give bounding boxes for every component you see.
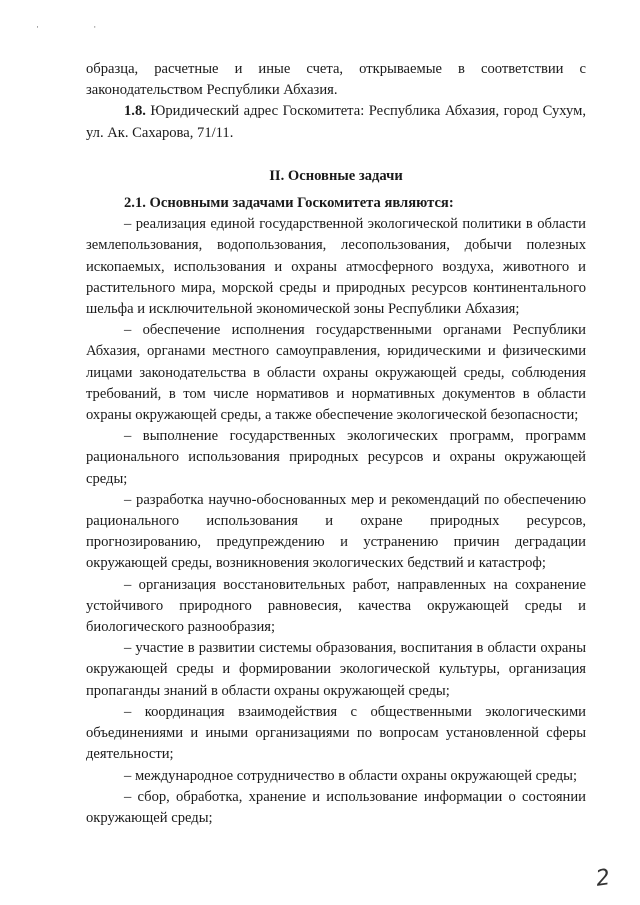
task-item: – выполнение государственных экологических программ, программ рационального использования природных ресурсов и охраны окружающей среды; [86, 428, 586, 487]
clause-1-8-text: Юридический адрес Госкомитета: Республика Абхазия, город Сухум, ул. Ак. Сахарова, 71/11. [86, 103, 586, 141]
task-item: – обеспечение исполнения государственными органами Республики Абхазия, органами местного самоуправления, юридическими и физическими лицами законодательства в области охраны окружающей среды, соблюдения требований, в том числе нормативов и нормативных документов в области охраны окружающей среды, а также обеспечение экологической безопасности; [86, 322, 586, 424]
document-body [86, 59, 586, 829]
task-item: – международное сотрудничество в области охраны окружающей среды; [124, 767, 578, 784]
task-item: – разработка научно-обоснованных мер и рекомендаций по обеспечению рационального использования и охране природных ресурсов, прогнозированию, предупреждению и устранению причин деградации окружающей среды, возникновения экологических бедствий и катастроф; [86, 491, 586, 572]
task-item: – реализация единой государственной экологической политики в области землепользования, водопользования, лесопользования, добычи полезных ископаемых, использования и охраны атмосферного воздуха, животного и растительного мира, морской среды и природных ресурсов континентального шельфа и исключительной экономической зоны Республики Абхазия; [86, 216, 586, 318]
task-item: – координация взаимодействия с общественными экологическими объединениями и иными организациями по вопросам установленной сферы деятельности; [86, 703, 586, 763]
task-item: – участие в развитии системы образования, воспитания в области охраны окружающей среды и формировании экологической культуры, организация пропаганды знаний в области охраны окружающей среды; [86, 640, 586, 699]
page-number: 2 [594, 865, 612, 892]
clause-1-8-number: 1.8. [124, 103, 146, 120]
clause-1-8 [86, 101, 586, 143]
scan-artifact-dots: · · [36, 22, 123, 32]
task-item: – сбор, обработка, хранение и использование информации о состоянии окружающей среды; [86, 788, 586, 826]
section-title: II. Основные задачи [269, 167, 403, 184]
clause-2-1-heading: 2.1. Основными задачами Госкомитета являются: [124, 195, 454, 212]
task-item: – организация восстановительных работ, направленных на сохранение устойчивого природного равновесия, качества окружающей среды и биологического разнообразия; [86, 576, 586, 636]
continuation-paragraph: образца, расчетные и иные счета, открываемые в соответствии с законодательством Республики Абхазия. [86, 61, 586, 99]
